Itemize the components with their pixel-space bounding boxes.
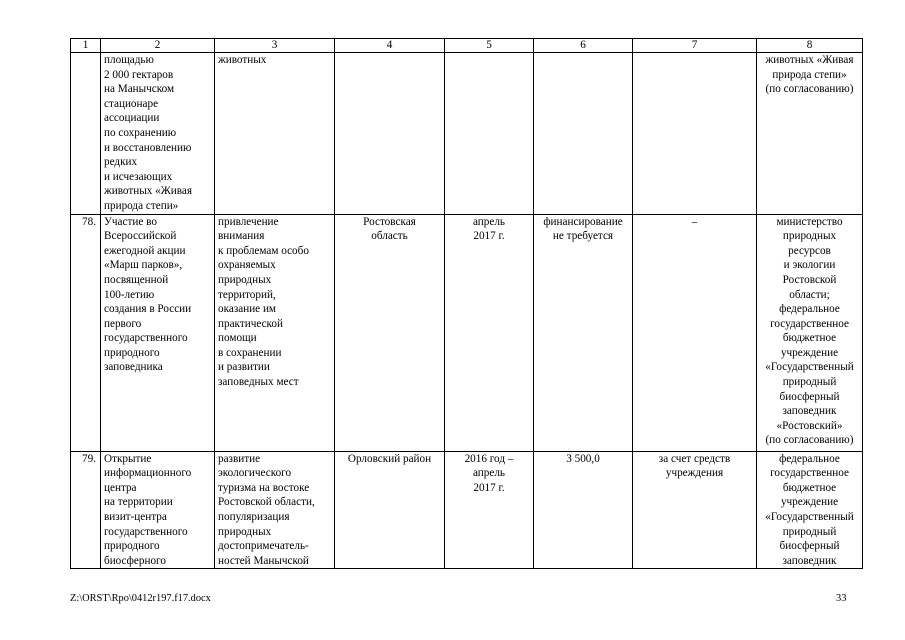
goal-cell: развитие экологического туризма на востоке Ростовской области, популяризация природных достопримечатель- ностей Манычской [215,451,335,569]
goal-cell: привлечение внимания к проблемам особо охраняемых природных территорий, оказание им практической помощи в сохранении и развитии заповедных мест [215,214,335,451]
table-row [71,214,863,451]
activity-plan-table [70,38,863,569]
source-cell: – [633,214,757,451]
responsible-cell: животных «Живая природа степи» (по согласованию) [757,53,863,215]
table-row [71,451,863,569]
footer-page-number: 33 [836,593,847,604]
territory-cell: Орловский район [335,451,445,569]
responsible-cell: федеральное государственное бюджетное учреждение «Государственный природный биосферный заповедник [757,451,863,569]
term-cell [445,53,534,215]
row-number: 79. [71,451,101,569]
header-col-5: 5 [445,39,534,53]
event-cell: Участие во Всероссийской ежегодной акции «Марш парков», посвященной 100-летию создания в России первого государственного природного заповедника [101,214,215,451]
cost-cell: 3 500,0 [534,451,633,569]
footer-file-path: Z:\ORST\Rpo\0412r197.f17.docx [70,593,211,604]
header-col-4: 4 [335,39,445,53]
header-col-3: 3 [215,39,335,53]
goal-cell: животных [215,53,335,215]
cost-cell: финансирование не требуется [534,214,633,451]
term-cell: 2016 год – апрель 2017 г. [445,451,534,569]
term-cell: апрель 2017 г. [445,214,534,451]
territory-cell [335,53,445,215]
header-col-2: 2 [101,39,215,53]
row-number: 78. [71,214,101,451]
row-number [71,53,101,215]
responsible-cell: министерство природных ресурсов и экологии Ростовской области; федеральное государственное бюджетное учреждение «Государственный природный биосферный заповедник «Ростовский» (по согласованию) [757,214,863,451]
header-col-1: 1 [71,39,101,53]
table-header-row [71,39,863,53]
header-col-8: 8 [757,39,863,53]
header-col-6: 6 [534,39,633,53]
source-cell: за счет средств учреждения [633,451,757,569]
table-row [71,53,863,215]
event-cell: Открытие информационного центра на территории визит-центра государственного природного биосферного [101,451,215,569]
territory-cell: Ростовская область [335,214,445,451]
cost-cell [534,53,633,215]
event-cell: площадью 2 000 гектаров на Манычском стационаре ассоциации по сохранению и восстановлению редких и исчезающих животных «Живая природа степи» [101,53,215,215]
header-col-7: 7 [633,39,757,53]
source-cell [633,53,757,215]
